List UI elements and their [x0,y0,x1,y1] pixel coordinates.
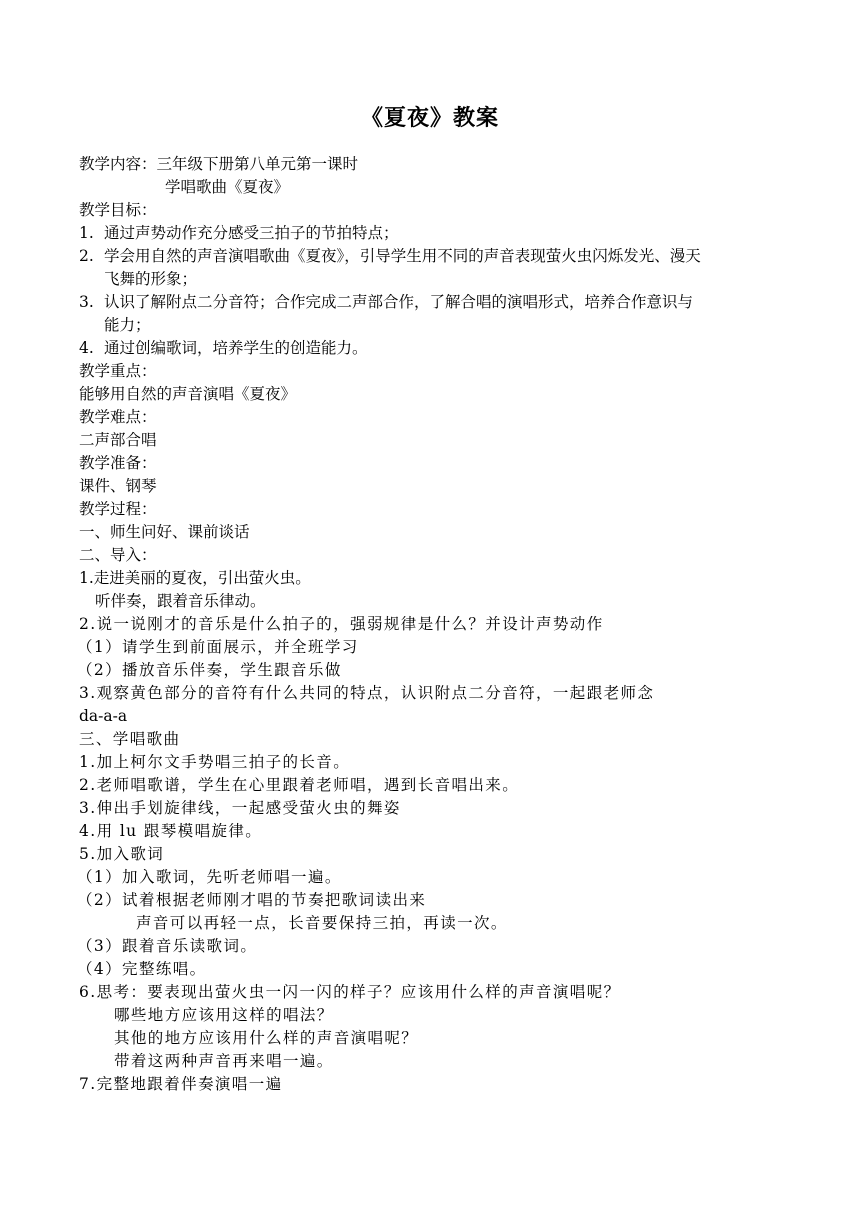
process-step: 7.完整地跟着伴奏演唱一遍 [79,1075,283,1093]
goal-item: 4. 通过创编歌词，培养学生的创造能力。 [79,339,368,357]
process-substep: （2）播放音乐伴奏，学生跟音乐做 [77,661,342,679]
process-substep: （1）加入歌词，先听老师唱一遍。 [77,868,342,886]
process-note: 哪些地方应该用这样的唱法？ [114,1006,334,1024]
process-step: 4.用 lu 跟琴模唱旋律。 [79,822,263,840]
process-note: 其他的地方应该用什么样的声音演唱呢？ [114,1029,419,1047]
process-step: 3.伸出手划旋律线，一起感受萤火虫的舞姿 [79,799,401,817]
process-step: 5.加入歌词 [79,845,165,863]
process-step: 1.走进美丽的夏夜，引出萤火虫。 [79,569,311,587]
difficulty-text: 二声部合唱 [79,431,157,449]
process-step: 听伴奏，跟着音乐律动。 [95,592,266,610]
prep-text: 课件、钢琴 [79,477,157,495]
process-heading: 教学过程： [79,500,157,518]
content-label: 教学内容：三年级下册第八单元第一课时 [79,155,359,173]
content-sub: 学唱歌曲《夏夜》 [165,178,290,196]
document-title: 《夏夜》教案 [360,106,499,131]
difficulty-heading: 教学难点： [79,408,157,426]
process-step: 1.加上柯尔文手势唱三拍子的长音。 [79,753,351,771]
process-step: 6.思考：要表现出萤火虫一闪一闪的样子？应该用什么样的声音演唱呢？ [79,983,621,1001]
process-step: 2.说一说刚才的音乐是什么拍子的，强弱规律是什么？并设计声势动作 [79,615,604,633]
process-substep: （1）请学生到前面展示，并全班学习 [77,638,359,656]
key-text: 能够用自然的声音演唱《夏夜》 [79,385,297,403]
section-heading: 一、师生问好、课前谈话 [79,523,250,541]
process-note: 声音可以再轻一点，长音要保持三拍，再读一次。 [136,914,508,932]
prep-heading: 教学准备： [79,454,157,472]
process-substep: （3）跟着音乐读歌词。 [77,937,258,955]
goal-item-continued: 飞舞的形象； [104,270,198,288]
goal-item-continued: 能力； [104,316,151,334]
goal-item: 1. 通过声势动作充分感受三拍子的节拍特点； [79,224,399,242]
process-step-continued: da-a-a [79,707,128,725]
process-note: 带着这两种声音再来唱一遍。 [114,1052,334,1070]
process-substep: （4）完整练唱。 [77,960,207,978]
goals-heading: 教学目标： [79,201,157,219]
section-heading: 三、学唱歌曲 [79,730,181,748]
process-substep: （2）试着根据老师刚才唱的节奏把歌词读出来 [77,891,427,909]
goal-item: 3. 认识了解附点二分音符；合作完成二声部合作，了解合唱的演唱形式，培养合作意识与 [79,293,694,311]
process-step: 2.老师唱歌谱，学生在心里跟着老师唱，遇到长音唱出来。 [79,776,520,794]
section-heading: 二、导入： [79,546,157,564]
key-heading: 教学重点： [79,362,157,380]
process-step: 3.观察黄色部分的音符有什么共同的特点，认识附点二分音符，一起跟老师念 [79,684,655,702]
goal-item: 2. 学会用自然的声音演唱歌曲《夏夜》，引导学生用不同的声音表现萤火虫闪烁发光、漫天 [79,247,701,265]
